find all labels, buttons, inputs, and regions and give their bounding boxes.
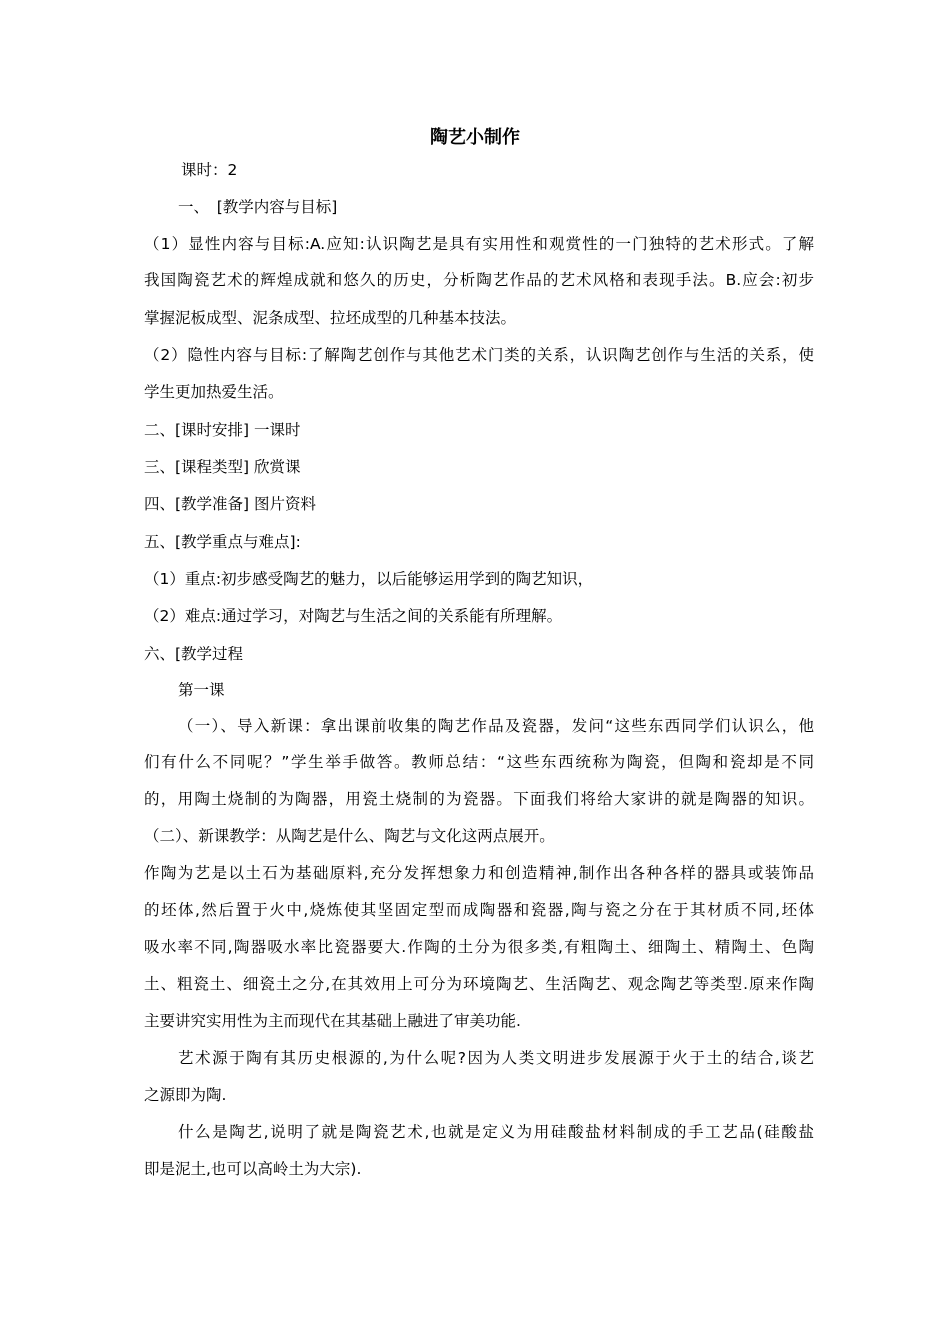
key-point: （1）重点:初步感受陶艺的魅力，以后能够运用学到的陶艺知识，	[144, 570, 594, 588]
section-heading-6: 六、[教学过程	[144, 645, 244, 663]
section-heading-5: 五、[教学重点与难点]:	[144, 533, 301, 551]
paragraph-line: 学生更加热爱生活。	[144, 383, 284, 401]
paragraph-line: 的，用陶土烧制的为陶器，用瓷土烧制的为瓷器。下面我们将给大家讲的就是陶器的知识。	[144, 790, 814, 808]
paragraph-line: （二）、新课教学：从陶艺是什么、陶艺与文化这两点展开。	[144, 827, 555, 845]
paragraph-line: 们有什么不同呢？”学生举手做答。教师总结：“这些东西统称为陶瓷，但陶和瓷却是不同	[144, 753, 814, 771]
difficult-point: （2）难点:通过学习，对陶艺与生活之间的关系能有所理解。	[144, 607, 563, 625]
paragraph-line: 即是泥土,也可以高岭土为大宗).	[144, 1160, 362, 1178]
lesson-hours: 课时：2	[181, 161, 238, 179]
paragraph-line: 掌握泥板成型、泥条成型、拉坯成型的几种基本技法。	[144, 309, 517, 327]
section-heading-4: 四、[教学准备] 图片资料	[144, 495, 317, 513]
paragraph-line: （一）、导入新课：拿出课前收集的陶艺作品及瓷器，发问“这些东西同学们认识么，他	[178, 717, 814, 735]
section-heading-2: 二、[课时安排] 一课时	[144, 421, 301, 439]
paragraph-line: 之源即为陶.	[144, 1086, 227, 1104]
paragraph-line: 主要讲究实用性为主而现代在其基础上融进了审美功能.	[144, 1012, 521, 1030]
paragraph-line: 艺术源于陶有其历史根源的,为什么呢?因为人类文明进步发展源于火于土的结合,谈艺	[178, 1049, 814, 1067]
section-heading-1: 一、 [教学内容与目标]	[178, 198, 338, 216]
paragraph-line: （2）隐性内容与目标:了解陶艺创作与其他艺术门类的关系，认识陶艺创作与生活的关系，使	[144, 346, 814, 364]
paragraph-line: 什么是陶艺,说明了就是陶瓷艺术,也就是定义为用硅酸盐材料制成的手工艺品(硅酸盐	[178, 1123, 814, 1141]
lesson-heading: 第一课	[178, 681, 225, 699]
document-title: 陶艺小制作	[430, 127, 520, 148]
paragraph-line: 的坯体,然后置于火中,烧炼使其坚固定型而成陶器和瓷器,陶与瓷之分在于其材质不同,坯体	[144, 901, 814, 919]
paragraph-line: 作陶为艺是以土石为基础原料,充分发挥想象力和创造精神,制作出各种各样的器具或装饰品	[144, 864, 814, 882]
paragraph-line: 土、粗瓷土、细瓷土之分,在其效用上可分为环境陶艺、生活陶艺、观念陶艺等类型.原来作陶	[144, 975, 814, 993]
paragraph-line: （1）显性内容与目标:A.应知:认识陶艺是具有实用性和观赏性的一门独特的艺术形式。了解	[144, 235, 814, 253]
paragraph-line: 我国陶瓷艺术的辉煌成就和悠久的历史，分析陶艺作品的艺术风格和表现手法。B.应会:初步	[144, 271, 814, 289]
section-heading-3: 三、[课程类型] 欣赏课	[144, 458, 301, 476]
paragraph-line: 吸水率不同,陶器吸水率比瓷器要大.作陶的土分为很多类,有粗陶土、细陶土、精陶土、色陶	[144, 938, 814, 956]
